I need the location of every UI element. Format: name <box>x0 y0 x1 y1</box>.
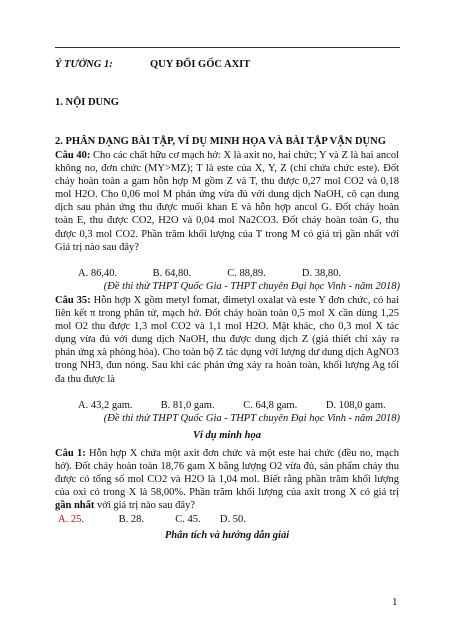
option-b: B. 64,80. <box>152 268 192 279</box>
question-35 <box>55 294 399 386</box>
question-40-source: (Đề thi thử THPT Quốc Gia - THPT chuyên Đại học Vinh - năm 2018) <box>103 281 400 292</box>
section-2-heading: 2. PHÂN DẠNG BÀI TẬP, VÍ DỤ MINH HỌA VÀ BÀI TẬP VẬN DỤNG <box>55 136 386 147</box>
option-c: C. 88,89. <box>227 268 266 279</box>
option-d: D. 38,80. <box>301 268 341 279</box>
question-40-options <box>78 268 341 279</box>
question-40-text: Cho các chất hữu cơ mạch hở: X là axit no, hai chức; Y và Z là hai ancol không no, đơn chức (MY>MZ); T là este của X, Y, Z (chỉ chứa chức este). Đốt cháy hoàn toàn a gam hỗn hợp M gồm Z và T, thu được 0,27 mol CO2 và 0,18 mol H2O. Cho 0,06 mol M phản ứng vừa đủ với dung dịch NaOH, cô cạn dung dịch sau phản ứng thu được muối khan E và hỗn hợp ancol G. Đốt cháy hoàn toàn E, thu được CO2, H2O và 0,04 mol Na2CO3. Đốt cháy hoàn toàn G, thu được 0,3 mol CO2. Phần trăm khối lượng của T trong M có giá trị gần nhất với Giá trị nào sau đây? <box>55 150 399 253</box>
question-35-label: Câu 35: <box>55 295 91 306</box>
page-number: 1 <box>392 596 398 608</box>
question-40-label: Câu 40: <box>55 150 91 161</box>
option-a-correct: A. 25. <box>58 514 84 525</box>
question-35-source: (Đề thi thử THPT Quốc Gia - THPT chuyên Đại học Vinh - năm 2018) <box>103 413 400 424</box>
option-b: B. 81,0 gam. <box>160 400 215 411</box>
question-1-emphasis: gần nhất <box>55 500 95 512</box>
question-1 <box>55 447 399 512</box>
question-35-text: Hỗn hợp X gồm metyl fomat, đimetyl oxalat và este Y đơn chức, có hai liên kết π trong phân tử, mạch hở. Đốt cháy hoàn toàn 0,5 mol X cần dùng 1,25 mol O2 thu được 1,3 mol CO2 và 1,1 mol H2O. Mặt khác, cho 0,3 mol X tác dụng vừa đủ với dung dịch NaOH, thu được dung dịch Z (giả thiết chỉ xảy ra phản ứng xà phòng hóa). Cho toàn bộ Z tác dụng với lượng dư dung dịch AgNO3 trong NH3, đun nóng. Sau khi các phản ứng xảy ra hoàn toàn, khối lượng Ag tối đa thu được là <box>55 295 399 385</box>
analysis-heading: Phân tích và hướng dẫn giải <box>164 530 290 541</box>
question-1-label: Câu 1: <box>55 448 86 459</box>
option-a: A. 86,40. <box>78 268 118 279</box>
option-d: D. 108,0 gam. <box>325 400 386 411</box>
question-1-options <box>58 514 246 525</box>
question-35-options <box>78 400 386 411</box>
idea-title: QUY ĐỔI GỐC AXIT <box>150 59 251 70</box>
option-a: A. 43,2 gam. <box>78 400 133 411</box>
option-c: C. 45. <box>175 514 201 525</box>
option-c: C. 64,8 gam. <box>243 400 298 411</box>
question-40 <box>55 149 399 254</box>
top-rule <box>55 47 400 48</box>
question-1-tail: với giá trị nào sau đây? <box>97 500 195 512</box>
example-heading: Ví dụ minh họa <box>193 430 261 441</box>
section-1-heading: 1. NỘI DUNG <box>55 97 119 108</box>
idea-label: Ý TƯỞNG 1: <box>55 59 113 70</box>
header <box>55 59 251 70</box>
option-d: D. 50. <box>219 514 246 525</box>
option-b: B. 28. <box>118 514 145 525</box>
question-1-text: Hỗn hợp X chứa một axit đơn chức và một este hai chức (đều no, mạch hở). Đốt cháy hoàn toàn 18,76 gam X bằng lượng O2 vừa đủ, sản phẩm cháy thu được có tổng số mol CO2 và H2O là 1,04 mol. Biết rằng phần trăm khối lượng của oxi có trong X là 58,00%. Phần trăm khối lượng của axit trong X có giá trị <box>55 448 399 499</box>
